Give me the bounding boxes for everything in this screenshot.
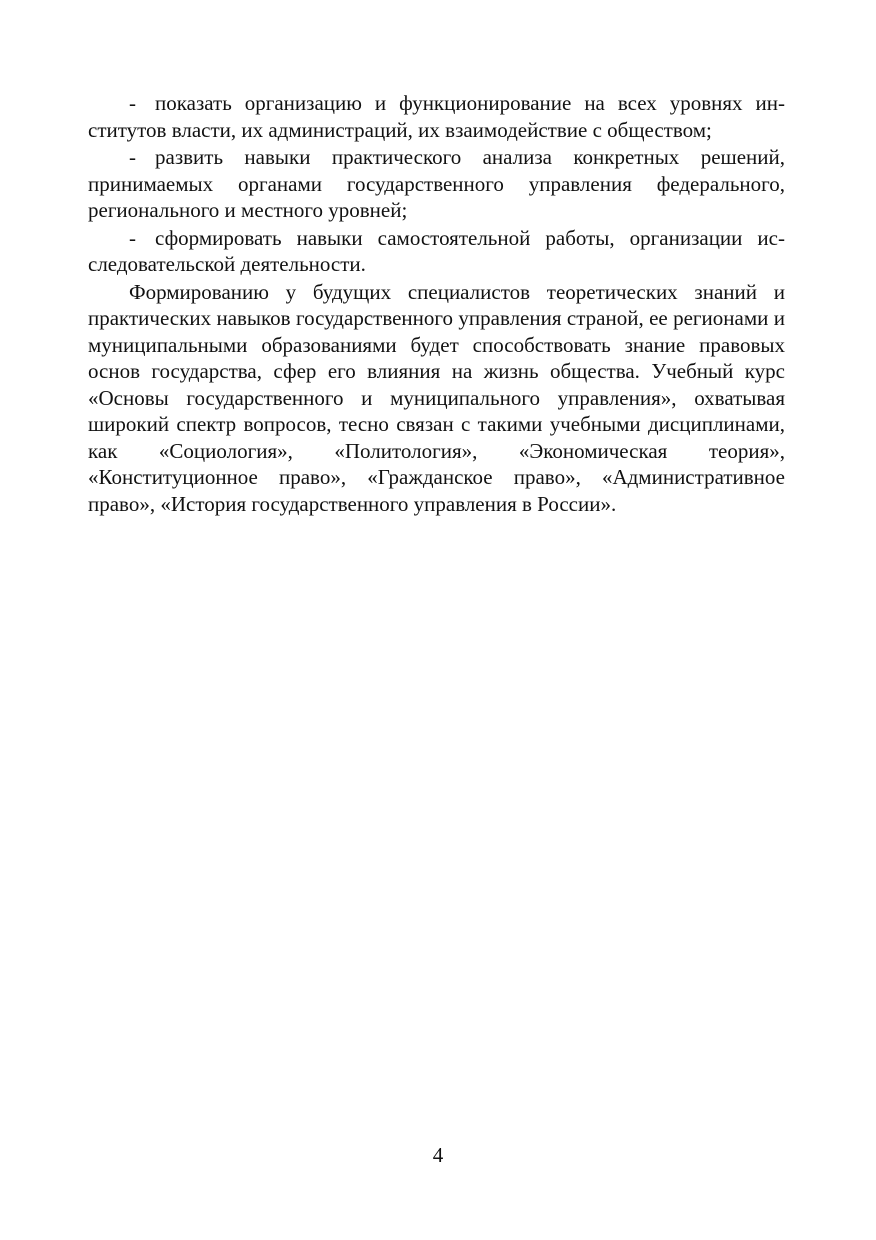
bullet-marker: - bbox=[129, 225, 136, 250]
bullet-item bbox=[88, 90, 785, 143]
bullet-item bbox=[88, 144, 785, 224]
page-body bbox=[88, 90, 785, 517]
bullet-marker: - bbox=[129, 91, 136, 115]
body-paragraph: Формированию у будущих специалистов теоретических знаний и практических навыков государственного управления страной, ее регионами и муниципальными образованиями будет способствовать знание правовых основ государства, сфер его влияния на жизнь общества. Учебный курс «Основы государственного и муниципального управления», охватывая широкий спектр вопросов, тесно связан с такими учебными дисциплинами, как «Социология», «Политология», «Экономическая теория», «Конституционное право», «Гражданское право», «Административное право», «История государственного управления в России». bbox=[88, 279, 785, 516]
bullet-text: развить навыки практического анализа конкретных решений, принимаемых органами государственного управления федерального, регионального и местного уровней; bbox=[88, 145, 785, 222]
bullet-marker: - bbox=[129, 145, 136, 169]
bullet-text: показать организацию и функционирование на всех уровнях институтов власти, их администраций, их взаимодействие с обществом; bbox=[88, 91, 785, 142]
bullet-item bbox=[88, 225, 785, 278]
page-number: 4 bbox=[432, 1143, 444, 1167]
bullet-text: сформировать навыки самостоятельной работы, организации исследовательской деятельности. bbox=[88, 225, 785, 276]
